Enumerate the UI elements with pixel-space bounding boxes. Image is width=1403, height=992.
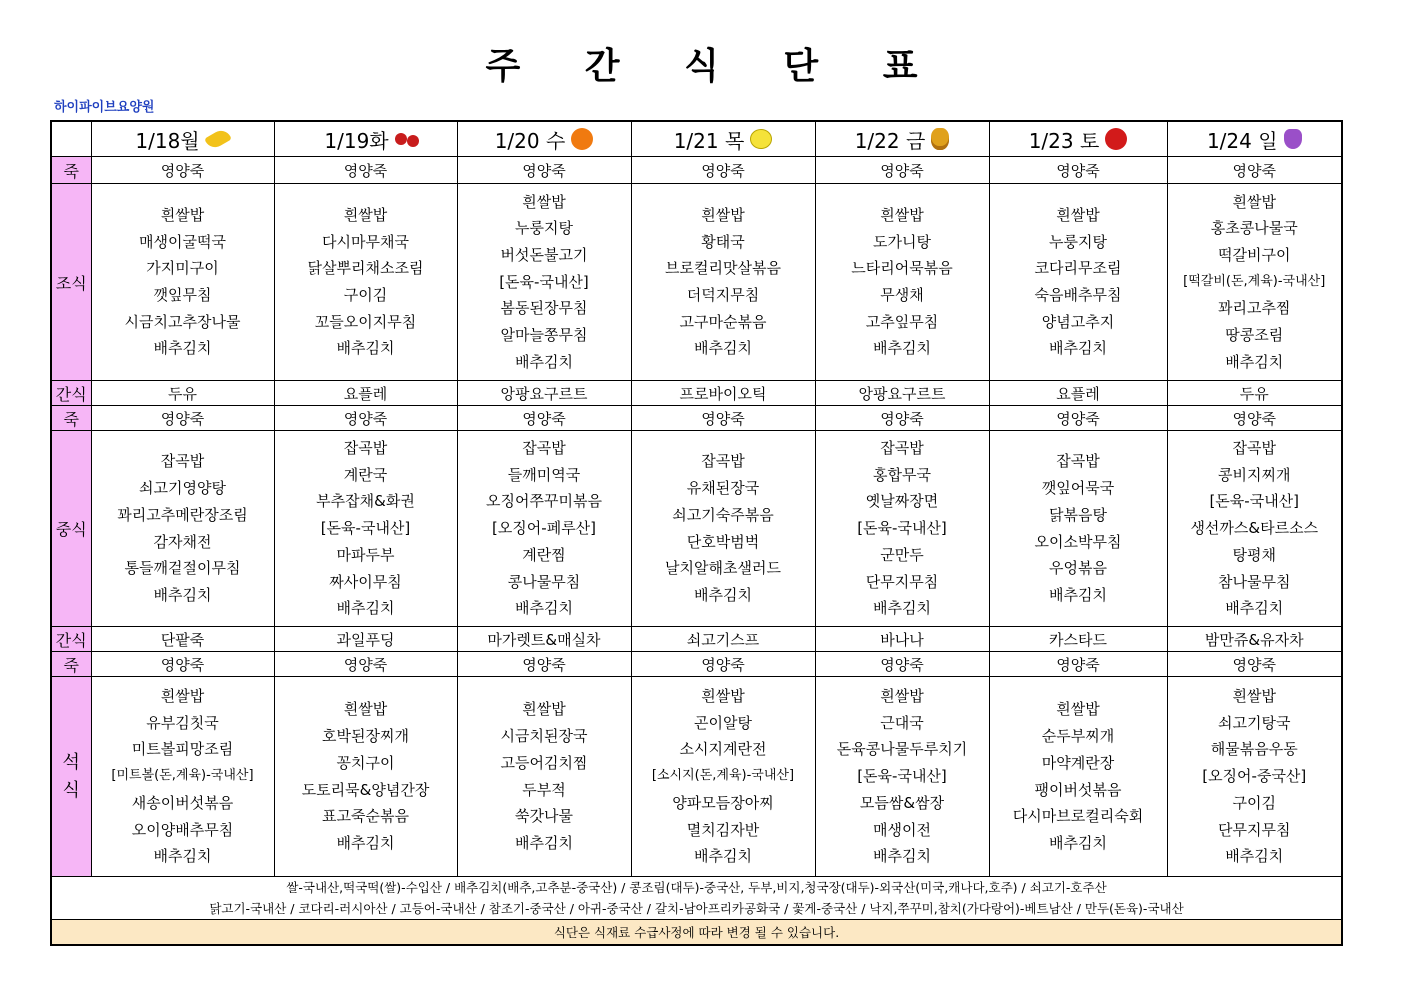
menu-cell: 영양죽	[631, 406, 815, 431]
menu-item: 흰쌀밥	[343, 205, 388, 224]
menu-item: 배추김치	[1225, 352, 1284, 371]
banana-icon	[204, 127, 232, 151]
menu-cell: 프로바이오틱	[631, 381, 815, 406]
menu-item: 버섯돈불고기	[500, 245, 588, 264]
menu-cell	[1167, 677, 1342, 877]
day-header: 1/19화	[274, 121, 457, 157]
menu-item: 배추김치	[1049, 833, 1107, 852]
menu-item: 마약계란장	[1041, 753, 1115, 772]
menu-item: 배추김치	[694, 585, 752, 604]
menu-item: 마파두부	[336, 545, 395, 564]
menu-item: 배추김치	[1049, 585, 1107, 604]
menu-cell: 영양죽	[989, 652, 1167, 677]
menu-cell: 영양죽	[457, 157, 631, 184]
menu-item: 배추김치	[873, 847, 931, 866]
menu-item: 배추김치	[873, 339, 931, 358]
menu-item: 배추김치	[694, 339, 752, 358]
menu-item: 떡갈비구이	[1218, 245, 1291, 264]
menu-cell: 카스타드	[989, 627, 1167, 652]
menu-item: 쑥갓나물	[515, 807, 573, 826]
weekly-menu-table	[50, 120, 1343, 946]
menu-cell	[631, 184, 815, 381]
menu-item: 흰쌀밥	[1232, 192, 1276, 211]
menu-item: 흰쌀밥	[880, 687, 924, 706]
menu-cell	[631, 677, 815, 877]
menu-cell: 영양죽	[274, 652, 457, 677]
menu-item: 도가니탕	[873, 232, 931, 251]
menu-item: [소시지(돈,계육)-국내산]	[651, 768, 795, 784]
menu-cell: 영양죽	[457, 652, 631, 677]
menu-item: 날치알해초샐러드	[665, 559, 781, 578]
day-header: 1/24 일	[1167, 121, 1342, 157]
menu-item: 시금치고추장나물	[124, 312, 241, 331]
menu-item: 알마늘쫑무침	[500, 326, 588, 345]
lunch-row	[51, 431, 1342, 627]
menu-cell: 쇠고기스프	[631, 627, 815, 652]
menu-item: 돈육콩나물두루치기	[836, 740, 968, 759]
menu-cell: 바나나	[815, 627, 989, 652]
grape-icon	[1284, 129, 1302, 149]
menu-item: 땅콩조림	[1225, 326, 1284, 345]
menu-item: [돈육-국내산]	[499, 272, 589, 291]
menu-cell	[1167, 184, 1342, 381]
menu-cell: 영양죽	[1167, 157, 1342, 184]
menu-item: 배추김치	[336, 339, 395, 358]
menu-item: 다시마무채국	[322, 232, 409, 251]
menu-cell: 요플레	[274, 381, 457, 406]
menu-item: 콩비지찌개	[1218, 465, 1291, 484]
menu-item: [미트볼(돈,계육)-국내산]	[111, 768, 254, 784]
menu-item: 배추김치	[1049, 339, 1107, 358]
menu-cell: 앙팡요구르트	[457, 381, 631, 406]
menu-item: 모듬쌈&쌈장	[859, 793, 945, 812]
menu-item: 매생이굴떡국	[139, 232, 226, 251]
menu-item: 쇠고기숙주볶음	[672, 505, 774, 524]
menu-item: 잡곡밥	[343, 439, 388, 458]
menu-cell	[989, 184, 1167, 381]
menu-item: 꽈리고추메란장조림	[117, 505, 248, 524]
menu-item: 부추잡채&화권	[316, 492, 415, 511]
menu-cell	[989, 431, 1167, 627]
menu-cell	[815, 431, 989, 627]
menu-item: 배추김치	[515, 352, 573, 371]
menu-item: 배추김치	[153, 585, 212, 604]
menu-item: 숙음배추무침	[1034, 286, 1122, 304]
menu-item: 해물볶음우동	[1210, 740, 1298, 759]
porridge-row-breakfast	[51, 157, 1342, 184]
menu-cell: 영양죽	[457, 406, 631, 431]
menu-item: 유채된장국	[686, 479, 760, 498]
orange-icon	[571, 128, 593, 150]
menu-item: 구이김	[1232, 793, 1276, 812]
menu-cell: 영양죽	[91, 406, 274, 431]
menu-item: 오징어쭈꾸미볶음	[486, 492, 602, 511]
menu-item: 황태국	[701, 232, 745, 251]
menu-item: 옛날짜장면	[865, 492, 939, 511]
lemon-icon	[750, 129, 772, 149]
menu-item: 시금치된장국	[500, 727, 588, 746]
menu-cell: 영양죽	[815, 157, 989, 184]
dinner-row	[51, 677, 1342, 877]
menu-item: 잡곡밥	[160, 452, 205, 471]
menu-item: 흰쌀밥	[522, 700, 566, 719]
menu-item: 계란국	[343, 465, 388, 484]
menu-item: [돈육-국내산]	[1209, 492, 1300, 511]
menu-item: 짜사이무침	[329, 572, 402, 591]
cherry-icon	[395, 133, 407, 145]
menu-item: 코다리무조림	[1034, 259, 1122, 278]
menu-cell	[274, 677, 457, 877]
menu-cell: 영양죽	[815, 652, 989, 677]
menu-item: 흰쌀밥	[522, 192, 566, 211]
menu-item: 양념고추지	[1041, 312, 1115, 331]
menu-cell: 영양죽	[631, 157, 815, 184]
menu-item: 배추김치	[694, 847, 752, 866]
menu-item: 배추김치	[336, 599, 395, 618]
menu-item: 매생이전	[873, 820, 931, 839]
menu-item: 참나물무침	[1218, 572, 1291, 591]
menu-item: 순두부찌개	[1041, 727, 1115, 746]
menu-item: 새송이버섯볶음	[131, 793, 234, 812]
menu-cell: 영양죽	[91, 157, 274, 184]
menu-item: 꽁치구이	[336, 753, 395, 772]
menu-cell: 영양죽	[274, 157, 457, 184]
row-label-lunch: 중식	[51, 431, 91, 627]
menu-item: 흰쌀밥	[1056, 205, 1100, 224]
menu-cell: 밤만쥬&유자차	[1167, 627, 1342, 652]
menu-item: 더덕지무침	[686, 286, 760, 304]
menu-item: 군만두	[880, 545, 924, 564]
menu-item: 가지미구이	[146, 259, 219, 278]
row-label-snack: 간식	[51, 381, 91, 406]
menu-item: 유부김칫국	[146, 713, 219, 732]
menu-item: 오이양배추무침	[131, 820, 234, 839]
menu-item: 배추김치	[515, 833, 573, 852]
menu-item: 멸치김자반	[686, 820, 760, 839]
menu-item: 통들깨겉절이무침	[124, 559, 241, 578]
row-label-breakfast: 조식	[51, 184, 91, 381]
menu-item: 잡곡밥	[1056, 452, 1100, 471]
menu-item: 흰쌀밥	[160, 687, 205, 706]
menu-item: [오징어-중국산]	[1202, 767, 1307, 786]
menu-item: 배추김치	[153, 847, 212, 866]
menu-item: 흰쌀밥	[880, 205, 924, 224]
menu-item: 양파모듬장아찌	[672, 793, 774, 812]
menu-item: 단무지무침	[865, 572, 939, 591]
menu-cell: 마가렛트&매실차	[457, 627, 631, 652]
menu-item: 깻잎무침	[153, 286, 212, 304]
menu-cell	[1167, 431, 1342, 627]
menu-cell: 단팥죽	[91, 627, 274, 652]
menu-cell: 영양죽	[989, 157, 1167, 184]
menu-cell: 두유	[1167, 381, 1342, 406]
menu-item: 단무지무침	[1218, 820, 1291, 839]
menu-item: 흰쌀밥	[160, 205, 205, 224]
menu-cell: 과일푸딩	[274, 627, 457, 652]
day-header: 1/23 토	[989, 121, 1167, 157]
menu-item: 표고죽순볶음	[322, 807, 409, 826]
menu-item: 느타리어묵볶음	[851, 259, 953, 278]
menu-item: 흰쌀밥	[1056, 700, 1100, 719]
menu-item: [돈육-국내산]	[320, 519, 411, 538]
menu-item: [오징어-페루산]	[491, 519, 597, 538]
menu-cell: 영양죽	[1167, 652, 1342, 677]
day-header-row	[51, 121, 1342, 157]
menu-item: 닭살뿌리채소조림	[307, 259, 424, 278]
notice-row	[51, 920, 1342, 946]
menu-cell: 영양죽	[815, 406, 989, 431]
menu-item: [떡갈비(돈,계육)-국내산]	[1183, 273, 1326, 289]
menu-item: 잡곡밥	[522, 439, 566, 458]
snack-row-afternoon	[51, 627, 1342, 652]
menu-item: 미트볼피망조림	[131, 740, 234, 759]
menu-item: 배추김치	[1225, 847, 1284, 866]
menu-cell	[457, 677, 631, 877]
menu-item: 고구마순볶음	[679, 312, 767, 331]
menu-item: 홍초콩나물국	[1210, 219, 1298, 238]
origin-info	[51, 877, 1342, 920]
menu-item: 흰쌀밥	[343, 700, 388, 719]
menu-item: 팽이버섯볶음	[1034, 780, 1122, 799]
menu-cell	[631, 431, 815, 627]
menu-item: 배추김치	[1225, 599, 1284, 618]
menu-item: 흰쌀밥	[701, 205, 745, 224]
menu-item: 감자채전	[153, 532, 212, 551]
menu-cell	[274, 431, 457, 627]
menu-item: 잡곡밥	[880, 439, 924, 458]
menu-cell	[815, 677, 989, 877]
row-label-dinner: 석 식	[51, 677, 91, 877]
menu-item: 잡곡밥	[701, 452, 745, 471]
menu-item: 고추잎무침	[865, 312, 939, 331]
menu-item: 브로컬리맛살볶음	[665, 259, 781, 278]
menu-item: 우엉볶음	[1049, 559, 1107, 578]
day-header: 1/22 금	[815, 121, 989, 157]
menu-item: 잡곡밥	[1232, 439, 1276, 458]
menu-cell	[274, 184, 457, 381]
menu-cell	[91, 431, 274, 627]
menu-item: 계란찜	[522, 545, 566, 564]
menu-item: 누룽지탕	[515, 219, 573, 238]
menu-cell	[457, 431, 631, 627]
menu-cell	[815, 184, 989, 381]
menu-item: [돈육-국내산]	[857, 519, 947, 538]
notice-text: 식단은 식재료 수급사정에 따라 변경 될 수 있습니다.	[51, 920, 1342, 946]
menu-cell: 영양죽	[1167, 406, 1342, 431]
menu-item: 근대국	[880, 713, 924, 732]
menu-cell	[91, 184, 274, 381]
menu-cell: 영양죽	[274, 406, 457, 431]
menu-cell	[91, 677, 274, 877]
menu-item: 홍합무국	[873, 465, 931, 484]
menu-item: [돈육-국내산]	[857, 767, 947, 786]
origin-line: 쌀-국내산,떡국떡(쌀)-수입산 / 배추김치(배추,고추분-중국산) / 콩조림(대두)-중국산, 두부,비지,청국장(대두)-외국산(미국,캐나다,호주) / 쇠고기-호주산	[286, 880, 1107, 895]
menu-cell: 영양죽	[631, 652, 815, 677]
menu-item: 닭볶음탕	[1049, 505, 1107, 524]
snack-row-morning	[51, 381, 1342, 406]
row-label-porridge: 죽	[51, 157, 91, 184]
menu-item: 꼬들오이지무침	[314, 312, 417, 331]
menu-item: 구이김	[343, 286, 388, 304]
row-label-porridge: 죽	[51, 652, 91, 677]
menu-item: 누룽지탕	[1049, 232, 1107, 251]
menu-item: 쇠고기영양탕	[139, 479, 226, 498]
menu-cell	[989, 677, 1167, 877]
menu-item: 콩나물무침	[507, 572, 581, 591]
menu-item: 배추김치	[515, 599, 573, 618]
breakfast-row	[51, 184, 1342, 381]
menu-item: 무생채	[880, 286, 924, 304]
page-title: 주 간 식 단 표	[485, 46, 944, 87]
menu-item: 배추김치	[336, 833, 395, 852]
menu-item: 도토리묵&양념간장	[301, 780, 430, 799]
menu-item: 꽈리고추찜	[1218, 299, 1291, 318]
menu-cell: 영양죽	[989, 406, 1167, 431]
menu-item: 흰쌀밥	[701, 687, 745, 706]
menu-item: 깻잎어묵국	[1041, 479, 1115, 498]
porridge-row-dinner	[51, 652, 1342, 677]
menu-cell: 요플레	[989, 381, 1167, 406]
menu-item: 곤이알탕	[694, 713, 752, 732]
menu-item: 들깨미역국	[507, 465, 581, 484]
menu-item: 배추김치	[153, 339, 212, 358]
menu-item: 쇠고기탕국	[1218, 713, 1291, 732]
menu-item: 흰쌀밥	[1232, 687, 1276, 706]
menu-item: 오이소박무침	[1034, 532, 1122, 551]
menu-item: 고등어김치찜	[500, 753, 588, 772]
pineapple-icon	[931, 128, 949, 150]
menu-cell: 앙팡요구르트	[815, 381, 989, 406]
menu-item: 다시마브로컬리숙회	[1012, 807, 1144, 826]
menu-cell: 영양죽	[91, 652, 274, 677]
row-label-snack: 간식	[51, 627, 91, 652]
apple-icon	[1105, 128, 1127, 150]
day-header: 1/21 목	[631, 121, 815, 157]
row-label-porridge: 죽	[51, 406, 91, 431]
menu-item: 소시지계란전	[679, 740, 767, 759]
menu-item: 배추김치	[873, 599, 931, 618]
corner-cell	[51, 121, 91, 157]
menu-item: 두부적	[522, 780, 566, 799]
origin-info-row	[51, 877, 1342, 920]
porridge-row-lunch	[51, 406, 1342, 431]
menu-item: 단호박범벅	[686, 532, 760, 551]
menu-item: 탕평채	[1232, 545, 1276, 564]
menu-item: 호박된장찌개	[322, 727, 409, 746]
organization-name: 하이파이브요양원	[54, 100, 155, 115]
day-header: 1/20 수	[457, 121, 631, 157]
menu-cell: 두유	[91, 381, 274, 406]
menu-cell	[457, 184, 631, 381]
day-header: 1/18월	[91, 121, 274, 157]
origin-line: 닭고기-국내산 / 코다리-러시아산 / 고등어-국내산 / 참조기-중국산 / 아귀-중국산 / 갈치-남아프리카공화국 / 꽃게-중국산 / 낙지,쭈꾸미,참치(가다랑어)-베트남산 / 만두(돈육)-국내산	[209, 901, 1184, 916]
menu-item: 생선까스&타르소스	[1190, 519, 1319, 538]
menu-item: 봄동된장무침	[500, 299, 588, 318]
